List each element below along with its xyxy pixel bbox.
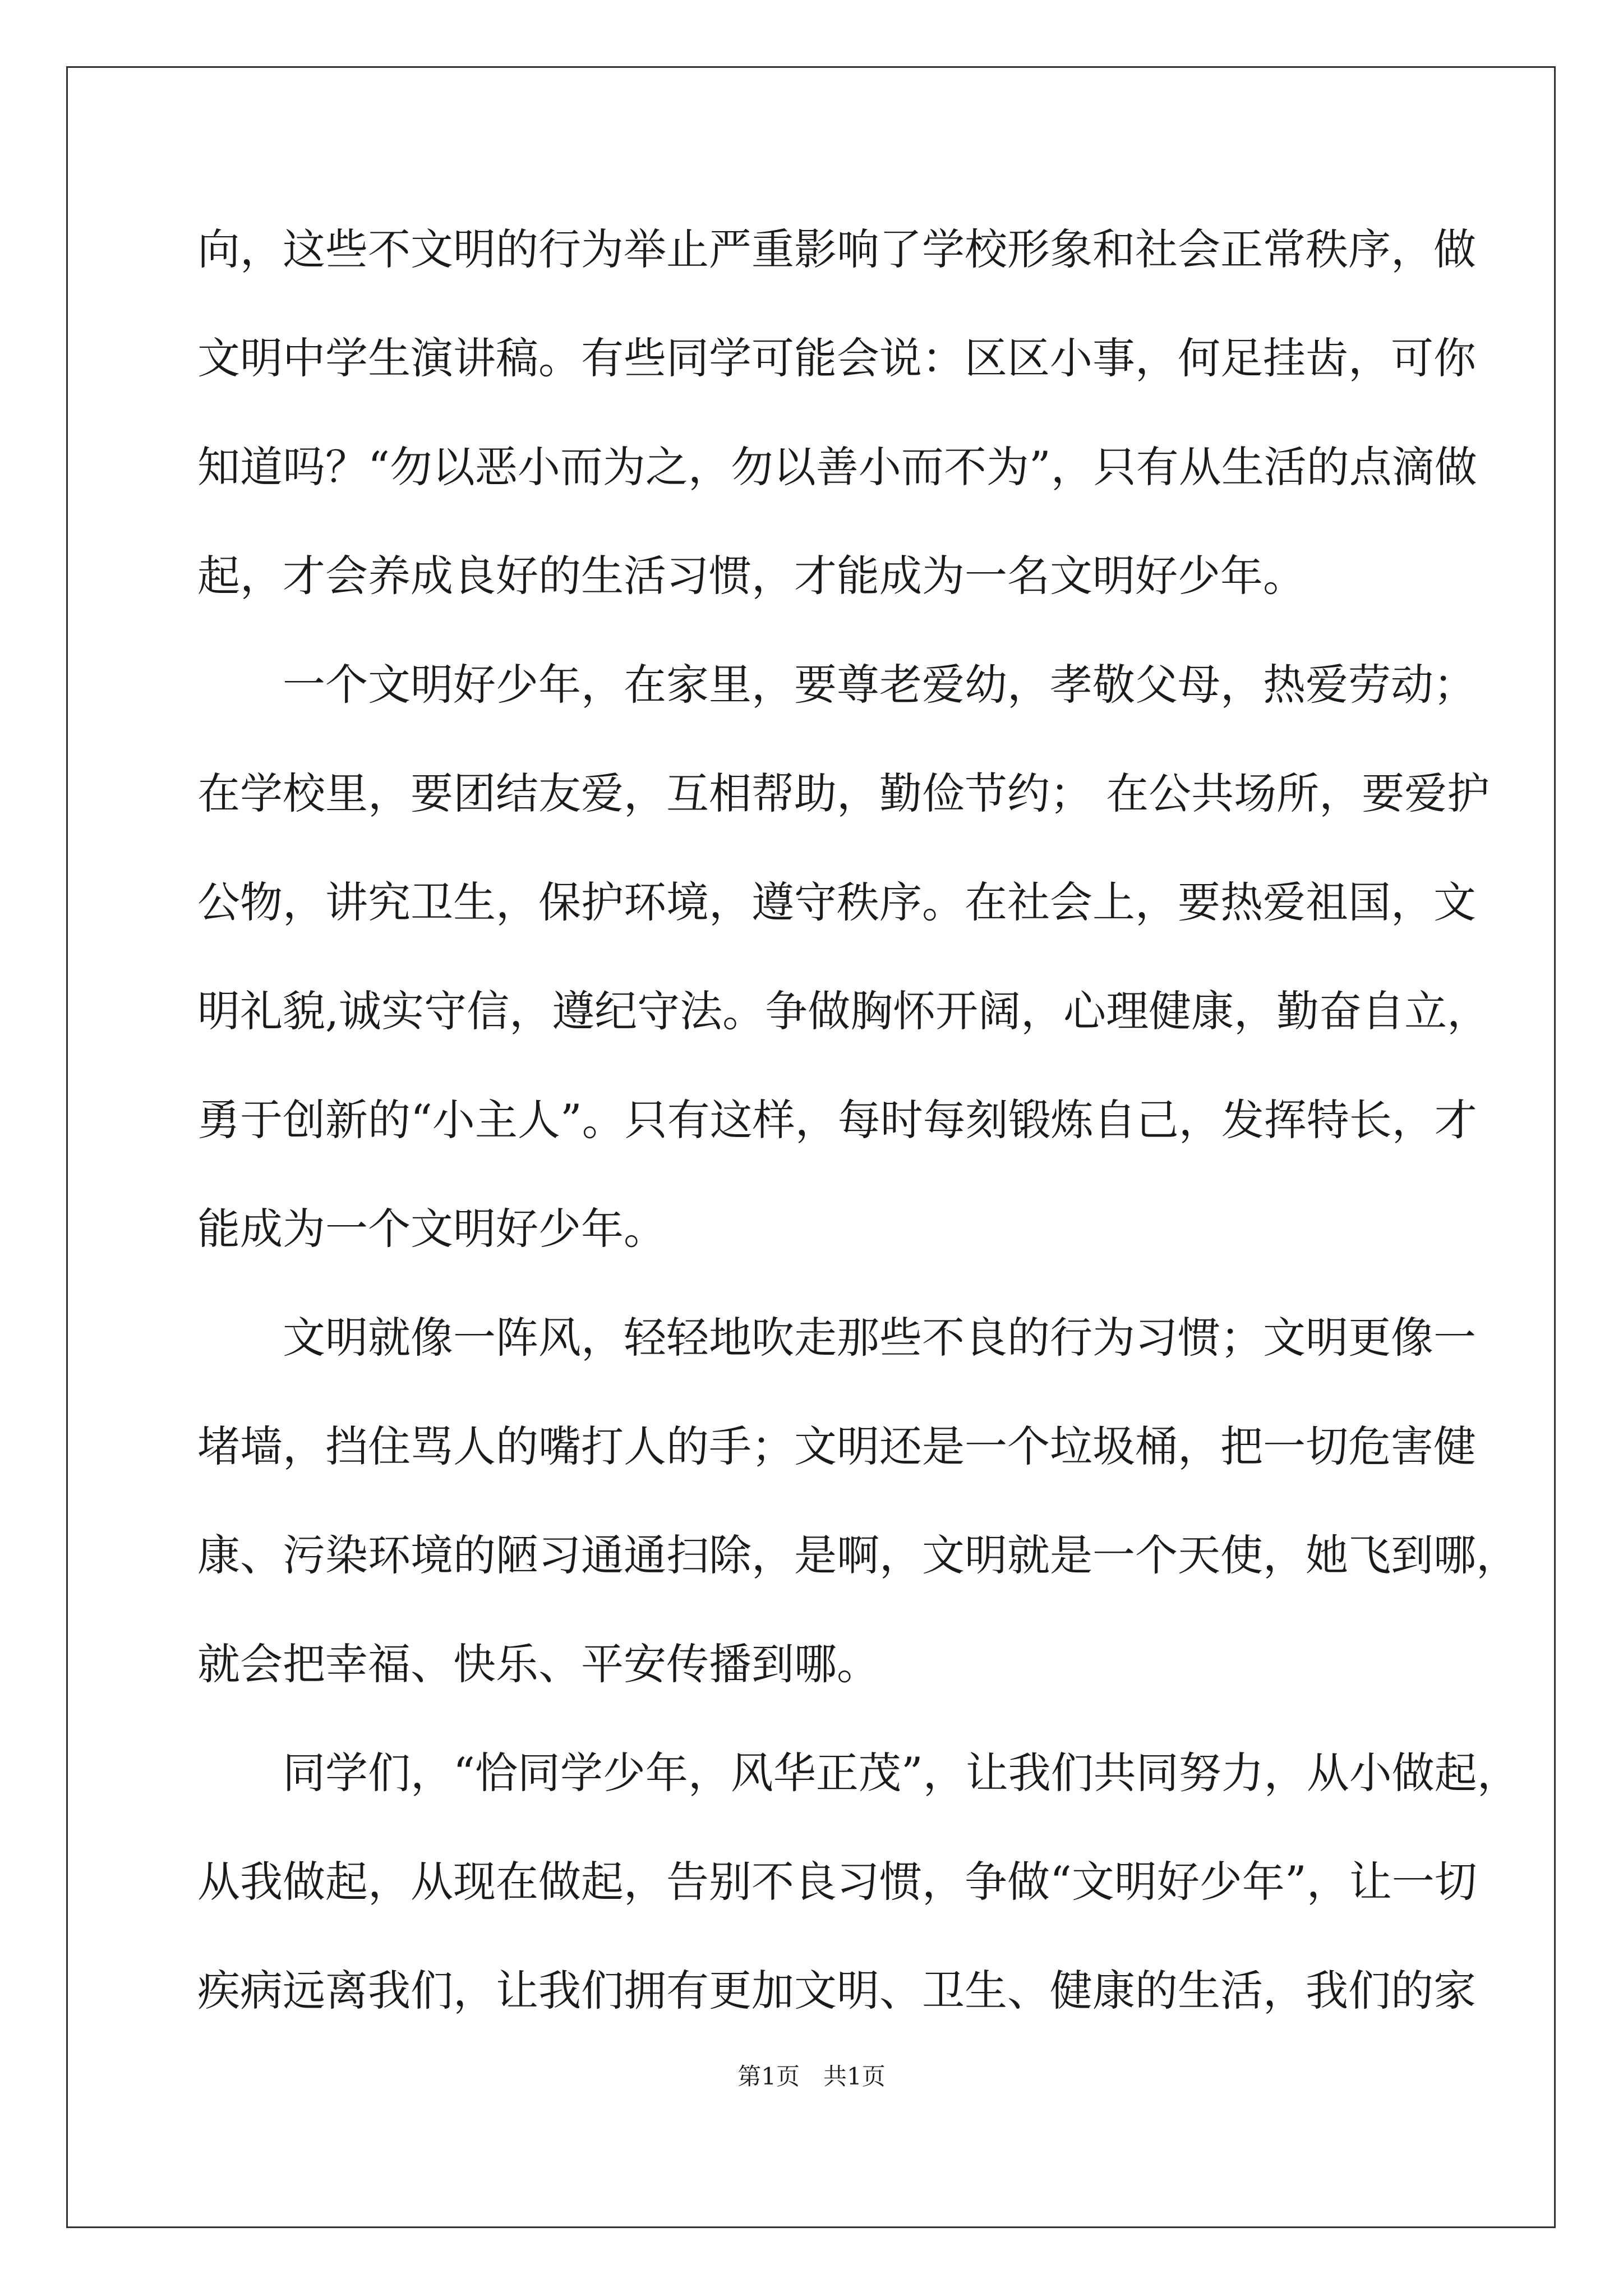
text-line: 公物，讲究卫生，保护环境，遵守秩序。在社会上，要热爱祖国，文	[197, 877, 1476, 927]
page-footer: 第1页 共1页	[737, 2063, 886, 2090]
document-body	[197, 216, 1520, 2066]
text-line: 明礼貌,诚实守信，遵纪守法。争做胸怀开阔，心理健康，勤奋自立，	[197, 986, 1490, 1036]
text-line: 堵墙，挡住骂人的嘴打人的手；文明还是一个垃圾桶，把一切危害健	[197, 1421, 1476, 1471]
text-line: 能成为一个文明好少年。	[197, 1204, 666, 1254]
text-line: 文明就像一阵风，轻轻地吹走那些不良的行为习惯；文明更像一	[283, 1313, 1476, 1363]
text-line: 疾病远离我们，让我们拥有更加文明、卫生、健康的生活，我们的家	[197, 1966, 1476, 2016]
text-line: 知道吗？“勿以恶小而为之，勿以善小而不为”，只有从生活的点滴做	[197, 442, 1477, 492]
text-line: 在学校里，要团结友爱，互相帮助，勤俭节约； 在公共场所，要爱护	[197, 769, 1490, 818]
text-line: 一个文明好少年，在家里，要尊老爱幼，孝敬父母，热爱劳动；	[283, 660, 1476, 710]
text-line: 从我做起，从现在做起，告别不良习惯，争做“文明好少年”，让一切	[197, 1857, 1477, 1907]
text-line: 向，这些不文明的行为举止严重影响了学校形象和社会正常秩序，做	[197, 224, 1476, 274]
text-line: 康、污染环境的陋习通通扫除，是啊，文明就是一个天使，她飞到哪，	[197, 1530, 1519, 1580]
text-line: 文明中学生演讲稿。有些同学可能会说：区区小事，何足挂齿，可你	[197, 333, 1476, 383]
text-line: 同学们，“恰同学少年，风华正茂”，让我们共同努力，从小做起，	[283, 1748, 1520, 1798]
text-line: 勇于创新的“小主人”。只有这样，每时每刻锻炼自己，发挥特长，才	[197, 1095, 1477, 1145]
text-line: 起，才会养成良好的生活习惯，才能成为一名文明好少年。	[197, 551, 1306, 601]
text-line: 就会把幸福、快乐、平安传播到哪。	[197, 1639, 879, 1689]
